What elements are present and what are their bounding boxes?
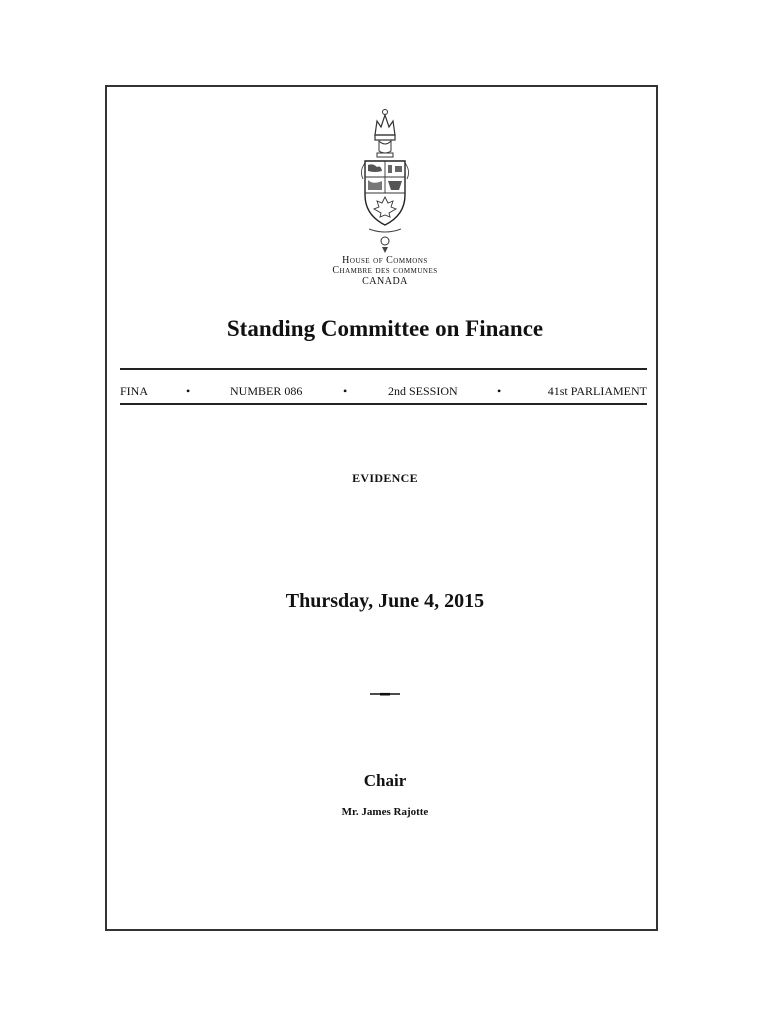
committee-code: FINA [120,384,149,398]
country-name: CANADA [362,276,408,287]
bullet-separator: • [186,384,191,398]
chair-name: Mr. James Rajotte [341,806,429,818]
bullet-separator: • [497,384,502,398]
house-name-french: Chambre des communes [332,265,438,276]
header-rule-top [120,368,647,370]
bullet-separator: • [343,384,348,398]
parliament-label: 41st PARLIAMENT [547,384,647,398]
document-type: EVIDENCE [352,471,418,485]
meeting-date: Thursday, June 4, 2015 [285,590,485,612]
header-rule-bottom [120,403,647,405]
section-divider-icon [370,692,400,696]
chair-heading: Chair [363,771,407,790]
session-label: 2nd SESSION [388,384,458,398]
house-name-english: House of Commons [342,255,428,266]
meeting-meta-row [120,384,647,400]
committee-title: Standing Committee on Finance [226,316,544,341]
coat-of-arms-icon [355,105,415,255]
meeting-number: NUMBER 086 [230,384,303,398]
